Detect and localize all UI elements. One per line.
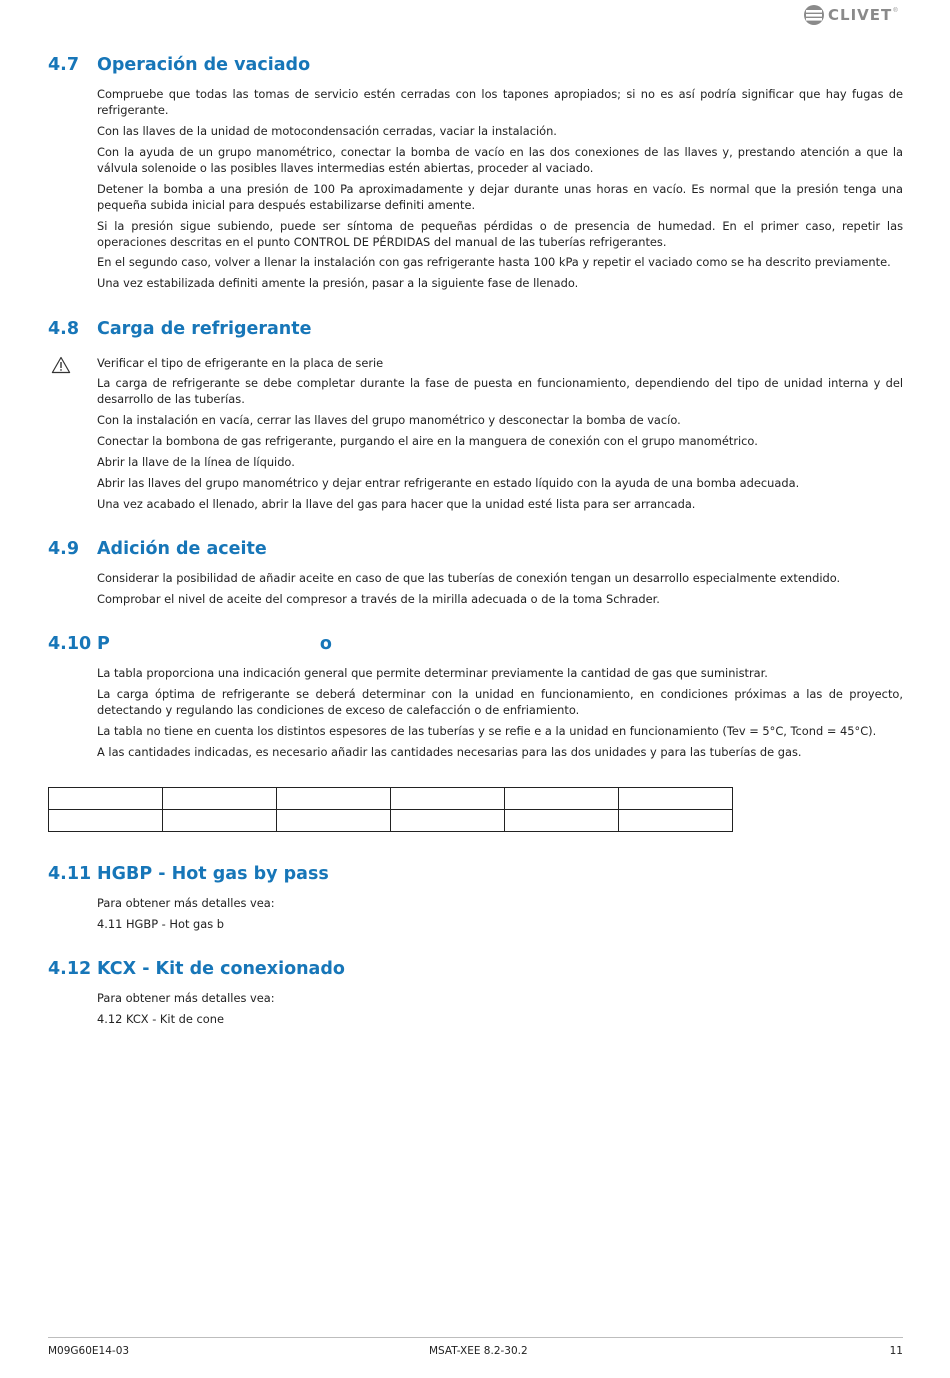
- section-heading: Adición de aceite: [97, 539, 267, 559]
- paragraph: Para obtener más detalles vea:: [97, 991, 275, 1005]
- paragraph: Una vez estabilizada definiti amente la presión, pasar a la siguiente fase de llenado.: [97, 276, 579, 290]
- table-cell: [505, 810, 619, 832]
- paragraph: Conectar la bombona de gas refrigerante, purgando el aire en la manguera de conexión con el grupo manométrico.: [97, 434, 758, 448]
- table-row: [49, 810, 733, 832]
- cross-reference-link[interactable]: 4.11 HGBP - Hot gas b: [97, 917, 225, 931]
- table-cell: [49, 810, 163, 832]
- warning-triangle-icon: [51, 356, 71, 374]
- paragraph: A las cantidades indicadas, es necesario añadir las cantidades necesarias para las dos unidades y para las tuberías de gas.: [97, 745, 802, 759]
- paragraph: Detener la bomba a una presión de 100 Pa aproximadamente y dejar durante unas horas en vacío. Es normal que la presión tenga una pequeña subida inicial para después estabilizarse definiti amente.: [97, 182, 903, 212]
- footer-model: MSAT-XEE 8.2-30.2: [429, 1345, 528, 1357]
- section-4-9-title: [48, 539, 267, 559]
- section-heading: KCX - Kit de conexionado: [97, 959, 345, 979]
- paragraph: Verificar el tipo de efrigerante en la placa de serie: [97, 356, 384, 370]
- paragraph: En el segundo caso, volver a llenar la instalación con gas refrigerante hasta 100 kPa y repetir el vaciado como se ha descrito previamente.: [97, 255, 891, 269]
- paragraph: Abrir la llave de la línea de líquido.: [97, 455, 295, 469]
- table-cell: [505, 788, 619, 810]
- section-4-7-title: [48, 55, 310, 75]
- section-heading: HGBP - Hot gas by pass: [97, 864, 329, 884]
- table-cell: [163, 788, 277, 810]
- paragraph: La carga óptima de refrigerante se deberá determinar con la unidad en funcionamiento, en condiciones próximas a las de proyecto, detectando y regulando las condiciones de exceso de calefacción o de enfriamiento.: [97, 687, 903, 717]
- paragraph: Con la ayuda de un grupo manométrico, conectar la bomba de vacío en las dos conexiones de las llaves y, prestando atención a que la válvula solenoide o las posibles llaves intermedias estén abiertas, proceder al vaciado.: [97, 145, 903, 175]
- brand-registered-mark: ®: [893, 8, 898, 14]
- cross-reference-link[interactable]: 4.12 KCX - Kit de cone: [97, 1012, 224, 1026]
- section-4-11-title: [48, 864, 329, 884]
- section-number: 4.8: [48, 319, 80, 339]
- section-number: 4.9: [48, 539, 80, 559]
- paragraph: Una vez acabado el llenado, abrir la llave del gas para hacer que la unidad esté lista para ser arrancada.: [97, 497, 696, 511]
- refrigerant-charge-table: [48, 787, 733, 832]
- footer-document-code: M09G60E14-03: [48, 1345, 130, 1357]
- section-4-10-title: [48, 634, 332, 654]
- section-heading: Carga de refrigerante: [97, 319, 312, 339]
- section-heading-part: P: [97, 634, 110, 654]
- paragraph: Si la presión sigue subiendo, puede ser síntoma de pequeñas pérdidas o de presencia de humedad. En el primer caso, repetir las operaciones descritas en el punto CONTROL DE PÉRDIDAS del manual de las tuberías refrigerantes.: [97, 219, 903, 249]
- section-number: 4.10: [48, 634, 92, 654]
- section-4-12-title: [48, 959, 345, 979]
- section-number: 4.12: [48, 959, 92, 979]
- table-cell: [619, 810, 733, 832]
- table-cell: [277, 810, 391, 832]
- paragraph: Compruebe que todas las tomas de servicio estén cerradas con los tapones apropiados; si no es así podría significar que hay fugas de refrigerante.: [97, 87, 903, 117]
- paragraph: Comprobar el nivel de aceite del compresor a través de la mirilla adecuada o de la toma Schrader.: [97, 592, 660, 606]
- table-cell: [163, 810, 277, 832]
- paragraph: La carga de refrigerante se debe completar durante la fase de puesta en funcionamiento, dependiendo del tipo de unidad interna y del desarrollo de las tuberías.: [97, 376, 903, 406]
- table-cell: [619, 788, 733, 810]
- paragraph: Considerar la posibilidad de añadir aceite en caso de que las tuberías de conexión tengan un desarrollo especialmente extendido.: [97, 571, 841, 585]
- clivet-logo-icon: [803, 4, 825, 26]
- table-row: [49, 788, 733, 810]
- paragraph: Con la instalación en vacía, cerrar las llaves del grupo manométrico y desconectar la bomba de vacío.: [97, 413, 681, 427]
- brand-name: CLIVET: [828, 6, 893, 24]
- paragraph: La tabla no tiene en cuenta los distintos espesores de las tuberías y se refie e a la unidad en funcionamiento (Tev = 5°C, Tcond = 45°C).: [97, 724, 877, 738]
- table-cell: [391, 810, 505, 832]
- table-cell: [277, 788, 391, 810]
- footer-page-number: 11: [889, 1345, 903, 1357]
- table-cell: [391, 788, 505, 810]
- table-cell: [49, 788, 163, 810]
- paragraph: La tabla proporciona una indicación general que permite determinar previamente la cantidad de gas que suministrar.: [97, 666, 768, 680]
- section-number: 4.11: [48, 864, 92, 884]
- paragraph: Con las llaves de la unidad de motocondensación cerradas, vaciar la instalación.: [97, 124, 557, 138]
- section-heading: Operación de vaciado: [97, 55, 311, 75]
- paragraph: Abrir las llaves del grupo manométrico y dejar entrar refrigerante en estado líquido con la ayuda de una bomba adecuada.: [97, 476, 800, 490]
- footer-divider: [48, 1337, 903, 1338]
- section-number: 4.7: [48, 55, 80, 75]
- paragraph: Para obtener más detalles vea:: [97, 896, 275, 910]
- section-4-8-title: [48, 319, 311, 339]
- section-heading-part: o: [319, 634, 332, 654]
- clivet-logo: [803, 2, 907, 28]
